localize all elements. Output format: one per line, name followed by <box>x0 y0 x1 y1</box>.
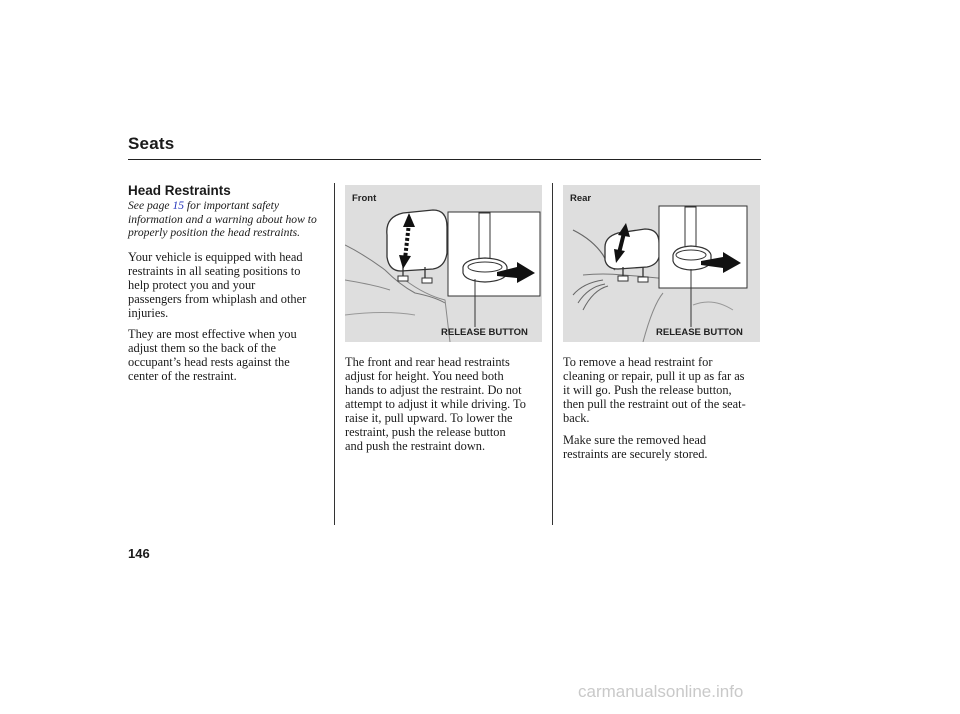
text-line: They are most effective when you <box>128 327 297 341</box>
front-figure-label: Front <box>352 193 377 204</box>
right-paragraph-2 <box>563 433 708 461</box>
text-line: raise it, pull upward. To lower the <box>345 411 513 425</box>
text-line: center of the restraint. <box>128 369 237 383</box>
text-line: restraints are securely stored. <box>563 447 708 461</box>
page-number: 146 <box>128 546 150 561</box>
text-line: injuries. <box>128 306 169 320</box>
column-divider-left <box>334 183 335 525</box>
text-line: then pull the restraint out of the seat- <box>563 397 746 411</box>
right-paragraph-1 <box>563 355 746 425</box>
text-line: adjust them so the back of the <box>128 341 276 355</box>
text-line: Your vehicle is equipped with head <box>128 250 303 264</box>
text-line: occupant’s head rests against the <box>128 355 290 369</box>
text-line: and push the restraint down. <box>345 439 486 453</box>
rear-figure <box>563 185 760 342</box>
text-line: To remove a head restraint for <box>563 355 713 369</box>
safety-note <box>128 199 333 240</box>
watermark: carmanualsonline.info <box>578 682 744 701</box>
safety-note-suffix: for important safety information and a warning about how to properly position the head restraints. <box>128 199 317 239</box>
text-line: attempt to adjust it while driving. To <box>345 397 526 411</box>
section-title: Seats <box>128 134 175 153</box>
rear-release-button-callout: RELEASE BUTTON <box>656 327 743 338</box>
text-line: The front and rear head restraints <box>345 355 510 369</box>
rear-figure-label: Rear <box>570 193 592 204</box>
safety-note-prefix: See page <box>128 199 173 212</box>
text-line: it will go. Push the release button, <box>563 383 732 397</box>
text-line: help protect you and your <box>128 278 256 292</box>
middle-paragraph <box>345 355 526 453</box>
front-release-button-callout: RELEASE BUTTON <box>441 327 528 338</box>
text-line: adjust for height. You need both <box>345 369 504 383</box>
left-paragraph-1 <box>128 250 306 320</box>
text-line: passengers from whiplash and other <box>128 292 307 306</box>
page-link[interactable]: 15 <box>172 199 185 212</box>
text-line: restraint, push the release button <box>345 425 506 439</box>
front-head-restraint-illustration <box>345 185 542 342</box>
text-line: Make sure the removed head <box>563 433 707 447</box>
left-paragraph-2 <box>128 327 297 383</box>
text-line: cleaning or repair, pull it up as far as <box>563 369 745 383</box>
text-line: hands to adjust the restraint. Do not <box>345 383 522 397</box>
head-restraints-heading: Head Restraints <box>128 183 231 198</box>
front-figure <box>345 185 542 342</box>
text-line: back. <box>563 411 590 425</box>
rear-head-restraint-illustration <box>563 185 760 342</box>
header-rule <box>128 159 761 160</box>
column-divider-right <box>552 183 553 525</box>
text-line: restraints in all seating positions to <box>128 264 301 278</box>
